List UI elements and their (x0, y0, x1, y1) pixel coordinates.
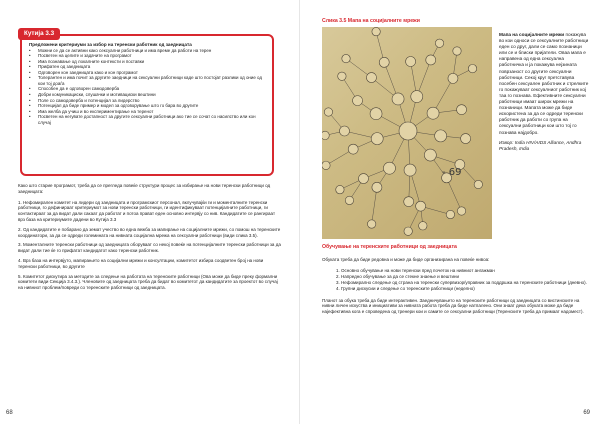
paragraph: 3. Моменталните теренски работници од заедницата оборуваат со некој повеќе на потенцијалните теренски работници за да видат дали тие ќе го прифатат кандидатот како теренски работник. (18, 242, 281, 254)
network-node (427, 107, 439, 119)
side-note-lead: Мапа на социјалните мрежи (499, 32, 565, 37)
network-node (404, 164, 416, 176)
network-node (448, 73, 458, 83)
figure-credit: Извор: India HIV/AIDS Alliance, Andhra Pradesh, India (499, 139, 582, 151)
network-node (406, 56, 416, 66)
list-item: • Потенцијал да биде пример и модел за одговорување што го бара во другите (29, 103, 266, 109)
list-item: 4. Групни дискусии и следење со теренските работници (неделно) (336, 285, 475, 291)
network-node (446, 210, 454, 218)
list-item: • Посветен на негувате достапност за другите сексуални работници ако тие се сочат со насилство или кон случај (29, 114, 266, 125)
list-item: • Способен да е одговорен самодоверба (29, 86, 266, 92)
list-item: • Толерантен и има почит за другите заедници на сексуални работници каде што постојат разлики од оние од кои тој доаѓа (29, 75, 266, 86)
network-node (383, 162, 395, 174)
photo-label: - 69 (442, 167, 462, 178)
right-body-text (322, 257, 588, 315)
network-node (399, 122, 417, 140)
list-item: • Има желба да учиш и во експериментирање на теренот (29, 109, 266, 115)
network-node (348, 144, 358, 154)
network-node (358, 174, 368, 184)
right-page (300, 0, 600, 424)
network-node (419, 222, 427, 230)
list-item: • Одговорен кон заедницата како и кон програмот (29, 70, 266, 76)
page-number-left: 68 (6, 410, 13, 416)
list-item: • Посветен на целите и задачите на програмот (29, 53, 266, 59)
section-title: Обучување на теренските работници од заедницата (322, 244, 457, 250)
network-node (366, 73, 376, 83)
network-line (447, 178, 462, 211)
list-item: 3. Нефомирално следење од страна на теренски супервизор/управник за поддршка на теренските работници (дневно). (336, 279, 587, 285)
network-node (345, 196, 353, 204)
list-item: • Има познавање од локалните контексти и поставки (29, 59, 266, 65)
figure-side-note (499, 32, 589, 152)
paragraph: 4. Врз база на интервјуто, мапирањето на социјални мрежи и консултации, комитетот избира соодветен број на нови теренски работници, во другите (18, 257, 264, 269)
network-node (371, 133, 383, 145)
network-node (392, 93, 404, 105)
network-node (411, 91, 423, 103)
network-node (457, 207, 465, 215)
network-node (322, 161, 330, 169)
box-3-3 (20, 34, 274, 176)
network-node (372, 182, 382, 192)
box-tab-label: Кутија 3.3 (18, 28, 60, 40)
box-criteria-list (29, 48, 266, 126)
network-node (338, 72, 346, 80)
list-item: 1. Основно обучување на нови теренски пред почеток на нивниот ангажман (336, 267, 495, 273)
network-map-drawing (322, 27, 492, 239)
paragraph: Планот за обука треба да биде интерактивен. Заедничувањето на теренските работници од заедницата со вистинските на нивни личен искуства и инициативи за нивната работа треба да биде натпалено. Они знаат дека обуката може да биде најефективна кога е спроведена од тренери кои и самите се сексуални работници (Теренските треба да примаат надомест). (322, 297, 584, 315)
network-node (453, 47, 461, 55)
network-node (461, 134, 471, 144)
list-item: • Добри комуникациски, слушачки и мотивациски вештини (29, 92, 266, 98)
list-item: • Можни се да се активни како сексуални работници и има време да работи на терен (29, 48, 266, 54)
network-node (336, 185, 344, 193)
network-node (324, 108, 332, 116)
paragraph: 5. Комитетот дискутира за методите за следење на работата на теренските работници (Ова може да биде преку формални комитети види Секција 3.4.3.). Членовите од заедницата треба да бидат во комитетот да кандидатите за проектот во случај на нивниот проблем/повреди со теренските работници од заедницата. (18, 273, 278, 291)
network-node (353, 96, 363, 106)
network-node (322, 131, 329, 139)
page-number-right: 69 (583, 410, 590, 416)
list-item: 2. Напредно обучување за да се стекне знаење и вештини (336, 273, 459, 279)
network-node (416, 201, 426, 211)
network-node (424, 149, 436, 161)
network-node (426, 55, 436, 65)
figure-caption: Слика 3.5 Мапа на социјалните мрежи (322, 18, 420, 24)
network-node (474, 180, 482, 188)
side-note-text: покажува во кои односи се сексуалните работници еден со друг, дали се само познаници или се и блиски пријатели. Оваа мапа е направена од една сексуална работничка и ја покажува нејзината поврзаност со другите сексуални работници. Секој круг претставува посебен сексуален работник и стрелките го покажуваат сексуалниот работник кој таа го познава. Ефективните сексуални работници имаат широк мрежи на познаници. Мапата може да биде искористена за да се одреди теренски работник да работи со група на сексуални работници кои што тој го познава најдобро. (499, 32, 589, 135)
social-network-map-photo (322, 27, 492, 239)
training-levels-list (336, 268, 588, 292)
network-line (372, 187, 377, 224)
network-node (435, 130, 447, 142)
network-node (339, 126, 349, 136)
network-node (370, 108, 382, 120)
network-node (372, 27, 380, 35)
network-node (468, 64, 476, 72)
network-node (379, 57, 389, 67)
paragraph: 1. Нефомирален комитет на лидери од заедницата и програмскиот персонал, вклучувајќи ги и моменталните теренски работници, го дефинираат критериумот за нови теренски работници, ги идентификуваат потенцијалните работници, ги контактираат за да видат дали сакаат да работат и потоа прават еден основно интервју со нив. Кандидатите се рангираат врз база на критериумите дадени во Кутија 3.3 (18, 199, 276, 222)
network-node (367, 220, 375, 228)
box-intro: Предложени критериуми за избор на теренски работник од заедницата (29, 42, 192, 47)
network-node (404, 227, 412, 235)
list-item: • Поле со самодоверба и потенцијал за лидерство (29, 98, 266, 104)
network-node (435, 39, 443, 47)
network-node (404, 197, 414, 207)
paragraph: 2. Од кандидатите е побарано да земат учество во една вежба за мапирање на социјалните мрежи, со помош на теренските координатори, за да се одреди големината на нивната социјална мрежа на сексуални работници (види слика 3.5). (18, 226, 281, 238)
network-node (457, 105, 467, 115)
network-node (342, 54, 350, 62)
list-item: • Прифатен од заедницата (29, 64, 266, 70)
paragraph: Како што старие програмот, треба да се прегледа повеќе структури процес за избирање на нови теренски работници од заедницата: (18, 183, 271, 194)
left-body-text (18, 183, 282, 295)
paragraph: Обуката треба да биде редовна и може да биде организирана на повеќе нивоа: (322, 257, 490, 262)
